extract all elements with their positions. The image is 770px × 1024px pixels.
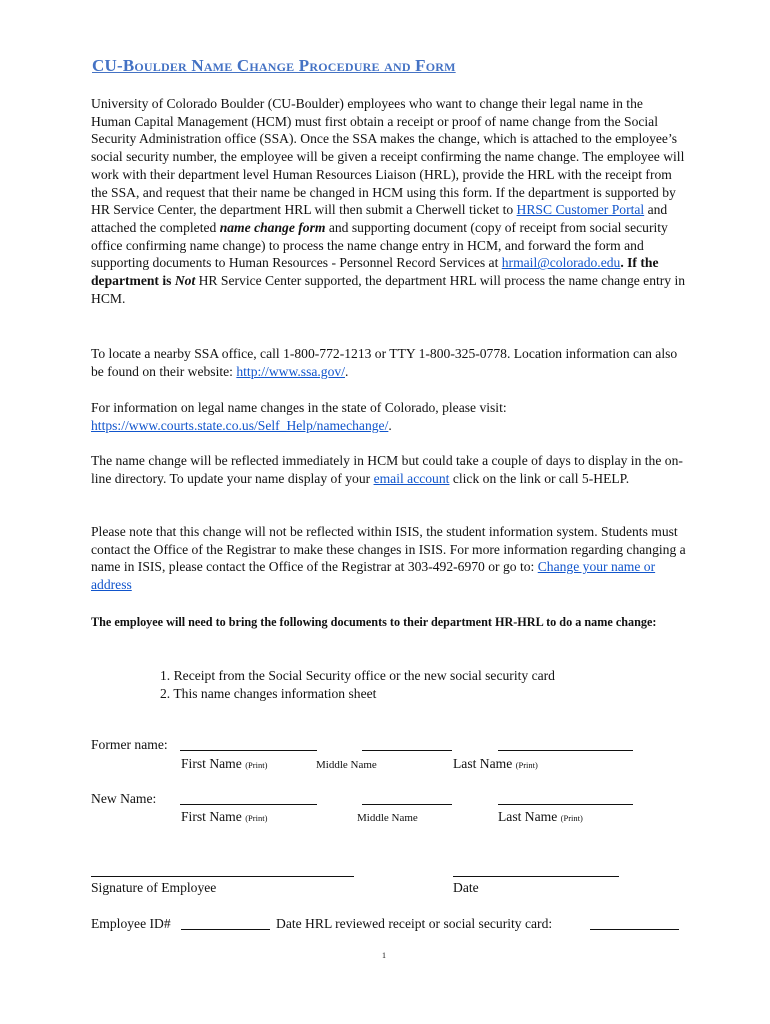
page-number: 1 (382, 951, 386, 960)
hrsc-portal-link[interactable]: HRSC Customer Portal (516, 202, 645, 218)
new-name-label: New Name: (91, 791, 157, 806)
intro-text-5: HR Service Center supported, the department HRL will process the name change entry in HCM. (91, 273, 686, 306)
print-note: (Print) (245, 760, 268, 770)
ssa-text: To locate a nearby SSA office, call 1-800-772-1213 or TTY 1-800-325-0778. Location information can also be found on their website: (91, 346, 678, 379)
directory-paragraph (91, 452, 686, 487)
ssa-text-end: . (344, 363, 349, 379)
courts-text-end: . (388, 417, 392, 433)
ssa-paragraph (91, 345, 686, 380)
print-note: (Print) (560, 813, 583, 823)
employee-id-label: Employee ID# (91, 916, 171, 931)
employee-id-field[interactable] (181, 929, 270, 930)
change-name-address-link[interactable]: Change your name or address (91, 559, 656, 593)
name-change-form-emphasis: name change form (219, 219, 326, 235)
intro-text-3: and supporting document (copy of receipt from social security office confirming name change) to process the name change entry in HCM, and forward the form and supporting documents to Human Resources - Personnel Record Services at (91, 219, 668, 271)
date-field[interactable] (453, 876, 619, 877)
courts-link[interactable]: https://www.courts.state.co.us/Self_Help/namechange/ (91, 417, 389, 433)
documents-list (160, 667, 555, 703)
document-title: CU-Boulder Name Change Procedure and Form (92, 56, 456, 75)
courts-text: For information on legal name changes in the state of Colorado, please visit: (91, 400, 507, 415)
directory-text-end: click on the link or call 5-HELP. (449, 470, 630, 486)
intro-paragraph (91, 95, 686, 307)
former-first-name-caption: First Name (Print) (181, 756, 268, 771)
list-item: 1. Receipt from the Social Security office or the new social security card (160, 668, 555, 683)
new-last-name-field[interactable] (498, 804, 633, 805)
print-note: (Print) (515, 760, 538, 770)
date-label: Date (453, 880, 479, 895)
hrmail-link[interactable]: hrmail@colorado.edu (501, 255, 621, 271)
list-item: 2. This name changes information sheet (160, 686, 377, 701)
signature-field[interactable] (91, 876, 354, 877)
directory-text: The name change will be reflected immediately in HCM but could take a couple of days to display in the on-line directory. To update your name display of your (91, 453, 683, 486)
new-first-name-field[interactable] (180, 804, 317, 805)
date-hrl-reviewed-label: Date HRL reviewed receipt or social security card: (276, 916, 553, 931)
former-last-name-caption: Last Name (Print) (453, 756, 538, 771)
former-first-name-field[interactable] (180, 750, 317, 751)
not-emphasis: Not (174, 273, 196, 289)
email-account-link[interactable]: email account (373, 470, 450, 486)
documents-note: The employee will need to bring the following documents to their department HR-HRL to do a name change: (91, 615, 657, 629)
new-first-name-caption: First Name (Print) (181, 809, 268, 824)
new-last-name-caption: Last Name (Print) (498, 809, 583, 824)
date-hrl-reviewed-field[interactable] (590, 929, 679, 930)
intro-text-2: and attached the completed (91, 202, 668, 235)
isis-text: Please note that this change will not be reflected within ISIS, the student information system. Students must contact the Office of the Registrar to make these changes in ISIS. For more information regarding changing a name in ISIS, please contact the Office of the Registrar at 303-492-6970 or go to: (91, 524, 686, 575)
former-last-name-field[interactable] (498, 750, 633, 751)
new-middle-name-caption: Middle Name (357, 812, 418, 824)
signature-label: Signature of Employee (91, 880, 217, 895)
former-middle-name-field[interactable] (362, 750, 452, 751)
print-note: (Print) (245, 813, 268, 823)
isis-paragraph (91, 523, 686, 594)
former-middle-name-caption: Middle Name (316, 759, 377, 771)
intro-text-4: . If the department is (91, 255, 659, 289)
ssa-website-link[interactable]: http://www.ssa.gov/ (236, 363, 345, 379)
courts-paragraph (91, 399, 686, 434)
intro-text-1: University of Colorado Boulder (CU-Boulder) employees who want to change their legal name in the Human Capital Management (HCM) must first obtain a receipt or proof of name change from the Social Security Administration office (SSA). Once the SSA makes the change, which is attached to the employee’s social security number, the employee will be given a receipt confirming the name change. The employee will work with their department level Human Resources Liaison (HRL), provide the HRL with the receipt from the SSA, and request that their name be changed in HCM using this form. If the department is supported by HR Service Center, the department HRL will then submit a Cherwell ticket to (91, 96, 685, 218)
former-name-label: Former name: (91, 737, 168, 752)
new-middle-name-field[interactable] (362, 804, 452, 805)
